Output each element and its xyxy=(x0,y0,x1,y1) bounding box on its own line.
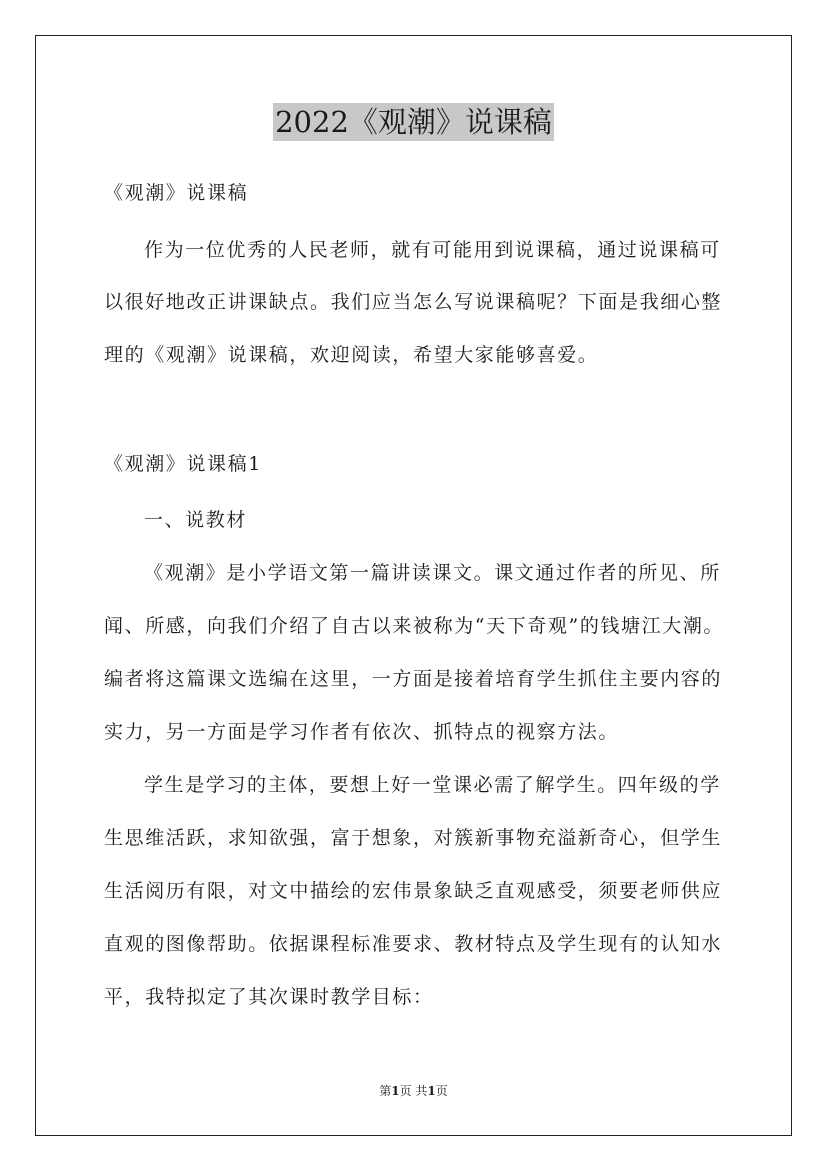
intro-line: 理的《观潮》说课稿，欢迎阅读，希望大家能够喜爱。 xyxy=(104,344,599,366)
subtitle: 《观潮》说课稿 xyxy=(104,182,249,204)
section-title: 《观潮》说课稿1 xyxy=(104,453,262,475)
footer-current-page: 1 xyxy=(391,1084,400,1098)
paragraph-line: 实力，另一方面是学习作者有依次、抓特点的视察方法。 xyxy=(104,721,620,743)
footer-total-pages: 1 xyxy=(427,1084,436,1098)
paragraph-line: 生活阅历有限，对文中描绘的宏伟景象缺乏直观感受，须要老师供应 xyxy=(104,880,723,902)
paragraph-line: 闻、所感，向我们介绍了自古以来被称为“天下奇观”的钱塘江大潮。 xyxy=(104,615,725,637)
heading-teaching-material: 一、说教材 xyxy=(144,509,248,531)
paragraph-line: 生思维活跃，求知欲强，富于想象，对簇新事物充溢新奇心，但学生 xyxy=(104,827,723,849)
paragraph-line: 编者将这篇课文选编在这里，一方面是接着培育学生抓住主要内容的 xyxy=(104,668,723,690)
footer-prefix: 第 xyxy=(379,1084,392,1098)
paragraph-line: 《观潮》是小学语文第一篇讲读课文。课文通过作者的所见、所 xyxy=(144,562,721,584)
document-title: 2022《观潮》说课稿 xyxy=(275,105,552,139)
title-container xyxy=(0,103,827,141)
footer-suffix: 页 xyxy=(435,1084,448,1098)
paragraph-line: 直观的图像帮助。依据课程标准要求、教材特点及学生现有的认知水 xyxy=(104,933,723,955)
footer-mid: 页 共 xyxy=(399,1084,428,1098)
intro-line: 以很好地改正讲课缺点。我们应当怎么写说课稿呢？下面是我细心整 xyxy=(104,291,723,313)
paragraph-line: 平，我特拟定了其次课时教学目标： xyxy=(104,986,434,1008)
intro-line: 作为一位优秀的人民老师，就有可能用到说课稿，通过说课稿可 xyxy=(144,239,721,261)
paragraph-line: 学生是学习的主体，要想上好一堂课必需了解学生。四年级的学 xyxy=(144,774,721,796)
page-footer xyxy=(0,1083,827,1099)
